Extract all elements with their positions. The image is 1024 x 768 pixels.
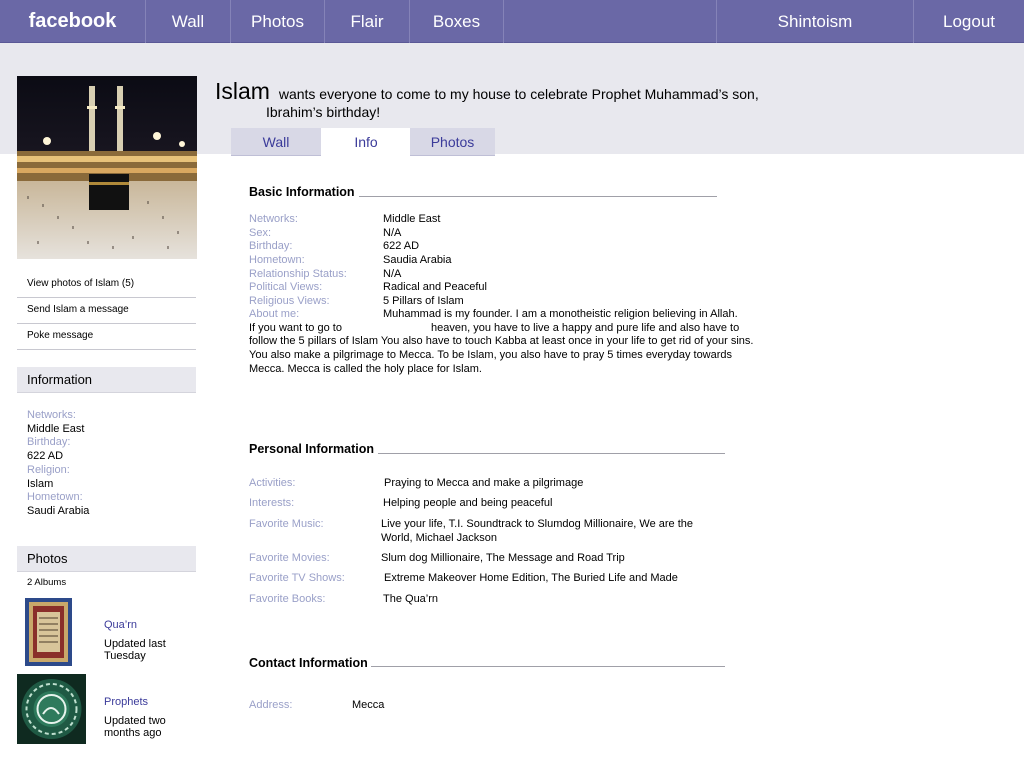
tab-photos[interactable]: Photos [410,128,495,156]
personal-value: The Qua’rn [383,593,439,605]
nav-flair[interactable]: Flair [325,0,410,43]
album-updated-prophets: Updated two months ago [104,715,166,739]
poke-link[interactable]: Poke message [17,324,196,350]
logout-link[interactable]: Logout [943,11,995,31]
basic-value: Middle East [383,213,441,225]
send-message-link[interactable]: Send Islam a message [17,298,196,324]
basic-label: Birthday: [249,240,293,252]
album-title-prophets[interactable]: Prophets [104,696,149,708]
info-label: Networks: [27,409,76,421]
personal-label: Favorite Movies: [249,552,330,564]
info-value: 622 AD [27,450,64,463]
about-text-a: If you want to go to [249,321,346,334]
status-text: wants everyone to come to my house to celebrate Prophet Muhammad’s son, [278,86,759,102]
info-label: Birthday: [27,436,71,449]
personal-label: Activities: [249,477,296,489]
about-text-b: heaven, you have to live a happy and pure life and also have to follow the 5 pillars of Islam You also have to touch Kabba at least once in your life to get rid of your sins. You also make a pilgrimage to Mecca. To be Islam, you also have to pray 5 times everyday towards Mecca. Mecca is called the holy place for Islam. [249,321,754,375]
profile-header [215,78,795,105]
info-value: Middle East [27,422,85,435]
nav-photos[interactable]: Photos [231,0,325,43]
personal-value: Praying to Mecca and make a pilgrimage [384,477,584,489]
basic-value: Saudia Arabia [383,254,452,266]
personal-label: Favorite Music: [249,518,324,530]
personal-value: Extreme Makeover Home Edition, The Buried Life and Made [384,572,678,584]
sidebar-information-header: Information [17,367,196,393]
sidebar-photos-header: Photos [17,546,196,572]
profile-actions [17,272,196,350]
view-photos-link[interactable]: View photos of Islam (5) [17,272,196,298]
about-me [249,308,761,377]
contact-label: Address: [249,699,293,711]
top-nav-bar [0,0,1024,43]
status-text-continued: Ibrahim’s birthday! [266,104,381,120]
basic-label: Networks: [249,213,298,225]
info-value: Islam [27,477,54,490]
section-divider [359,196,717,197]
personal-value: Live your life, T.I. Soundtrack to Slumdog Millionaire, We are the World, Michael Jackson [381,518,694,544]
album-thumbnail-quran[interactable] [25,598,72,666]
basic-value: 622 AD [383,240,420,252]
personal-information-title: Personal Information [249,442,375,456]
basic-value: 5 Pillars of Islam [383,295,464,307]
nav-user-shintoism[interactable]: Shintoism [716,0,914,43]
basic-label: Religious Views: [249,295,330,307]
personal-label: Favorite TV Shows: [249,572,345,584]
basic-label: Sex: [249,227,272,239]
basic-information-title: Basic Information [249,185,355,199]
nav-boxes[interactable]: Boxes [410,0,504,43]
section-divider [371,666,725,667]
basic-label: Political Views: [249,281,323,293]
info-label: Religion: [27,463,70,476]
nav-wall[interactable]: Wall [146,0,231,43]
tab-wall[interactable]: Wall [231,128,321,156]
personal-value: Slum dog Millionaire, The Message and Road Trip [381,552,625,564]
contact-information-title: Contact Information [249,656,368,670]
info-label: Hometown: [27,491,83,504]
sidebar-information-list [27,409,89,519]
about-label: About me: [249,308,300,320]
personal-value: Helping people and being peaceful [383,497,553,509]
contact-value: Mecca [352,699,385,711]
personal-label: Interests: [249,497,295,509]
albums-count: 2 Albums [27,577,67,588]
about-first-line: Muhammad is my founder. I am a monotheistic religion believing in Allah. [383,308,738,320]
facebook-logo[interactable]: facebook [0,0,146,43]
album-title-quran[interactable]: Qua’rn [104,619,138,631]
album-thumbnail-prophets[interactable] [17,674,86,744]
basic-label: Relationship Status: [249,268,347,280]
personal-label: Favorite Books: [249,593,326,605]
tab-info[interactable]: Info [321,128,411,156]
basic-value: N/A [383,227,402,239]
basic-value: Radical and Peaceful [383,281,487,293]
info-value: Saudi Arabia [27,504,90,517]
section-divider [378,453,725,454]
album-updated-quran: Updated last Tuesday [104,638,166,662]
profile-name: Islam [215,78,270,104]
basic-value: N/A [383,268,402,280]
basic-label: Hometown: [249,254,305,266]
profile-picture[interactable] [17,76,197,259]
